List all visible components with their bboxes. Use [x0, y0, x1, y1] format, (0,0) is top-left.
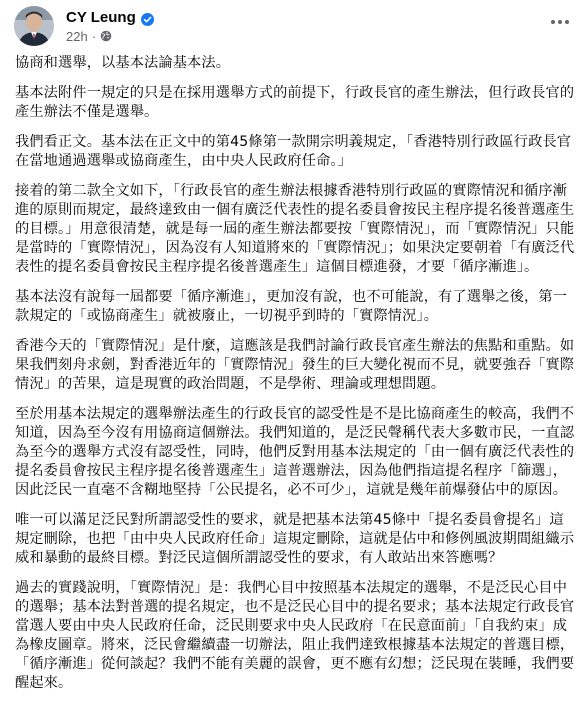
post-meta [66, 8, 154, 44]
post-paragraph: 協商和選舉，以基本法論基本法。 [15, 55, 231, 71]
author-name[interactable]: CY Leung [66, 8, 136, 26]
post-paragraph: 基本法沒有說每一屆都要「循序漸進」，更加沒有說，也不可能說，有了選舉之後，第一款規定的「或協商產生」就被廢止，一切視乎到時的「實際情況」。 [15, 289, 568, 324]
post-sub-row [66, 28, 154, 44]
globe-icon[interactable] [100, 30, 112, 42]
meta-separator: · [91, 28, 97, 44]
post-paragraph: 接着的第二款全文如下，「行政長官的產生辦法根據香港特別行政區的實際情況和循序漸進的原則而規定，最終達致由一個有廣泛代表性的提名委員會按民主程序提名後普選產生的目標。」用意很清楚，就是每一屆的產生辦法都要按「實際情況」，而「實際情況」只能是當時的「實際情況」，因為沒有人知道將來的「實際情況」；如果決定要朝着「有廣泛代表性的提名委員會按民主程序提名後普選產生」這個目標進發，才要「循序漸進」。 [15, 183, 575, 275]
more-options-icon[interactable] [546, 12, 574, 32]
post-paragraph: 基本法附件一規定的只是在採用選舉方式的前提下，行政長官的產生辦法，但行政長官的產生辦法不僅是選舉。 [15, 85, 575, 120]
verified-badge-icon [141, 11, 154, 24]
author-row [66, 8, 154, 26]
author-avatar[interactable] [14, 6, 54, 46]
post-paragraph: 唯一可以滿足泛民對所謂認受性的要求，就是把基本法第45條中「提名委員會提名」這規定刪除，也把「由中央人民政府任命」這規定刪除，這就是佔中和修例風波期間組織示威和暴動的最終目標。對泛民這個所謂認受性的要求，有人敢站出來答應嗎？ [15, 512, 575, 566]
post-paragraph: 香港今天的「實際情況」是什麼，這應該是我們討論行政長官產生辦法的焦點和重點。如果我們刻舟求劍，對香港近年的「實際情況」發生的巨大變化視而不見，就要強吞「實際情況」的苦果，這是現實的政治問題，不是學術、理論或理想問題。 [15, 338, 575, 392]
post-paragraph: 我們看正文。基本法在正文中的第45條第一款開宗明義規定，「香港特別行政區行政長官在當地通過選舉或協商產生，由中央人民政府任命。」 [15, 134, 572, 169]
post-body [15, 54, 577, 704]
avatar-photo [14, 6, 54, 46]
post-paragraph: 至於用基本法規定的選舉辦法產生的行政長官的認受性是不是比協商產生的較高，我們不知道，因為至今沒有用協商這個辦法。我們知道的，是泛民聲稱代表大多數市民，一直認為至今的選舉方式沒有認受性，同時，他們反對用基本法規定的「由一個有廣泛代表性的提名委員會按民主程序提名後普選產生」這普選辦法，因為他們指這提名程序「篩選」，因此泛民一直毫不含糊地堅持「公民提名，必不可少」，這就是幾年前爆發佔中的原因。 [15, 406, 575, 498]
post-timestamp[interactable]: 22h [66, 28, 88, 44]
post-paragraph: 過去的實踐說明，「實際情況」是：我們心目中按照基本法規定的選舉，不是泛民心目中的選舉；基本法對普選的提名規定，也不是泛民心目中的提名要求；基本法規定行政長官當選人要由中央人民政府任命，泛民則要求中央人民政府「在民意面前」「自我約束」成為橡皮圖章。將來，泛民會繼續盡一切辦法，阻止我們達致根據基本法規定的普選目標，「循序漸進」從何談起？我們不能有美麗的誤會，更不應有幻想；泛民現在裝睡，我們要醒起來。 [15, 580, 575, 691]
post-header [14, 6, 154, 46]
